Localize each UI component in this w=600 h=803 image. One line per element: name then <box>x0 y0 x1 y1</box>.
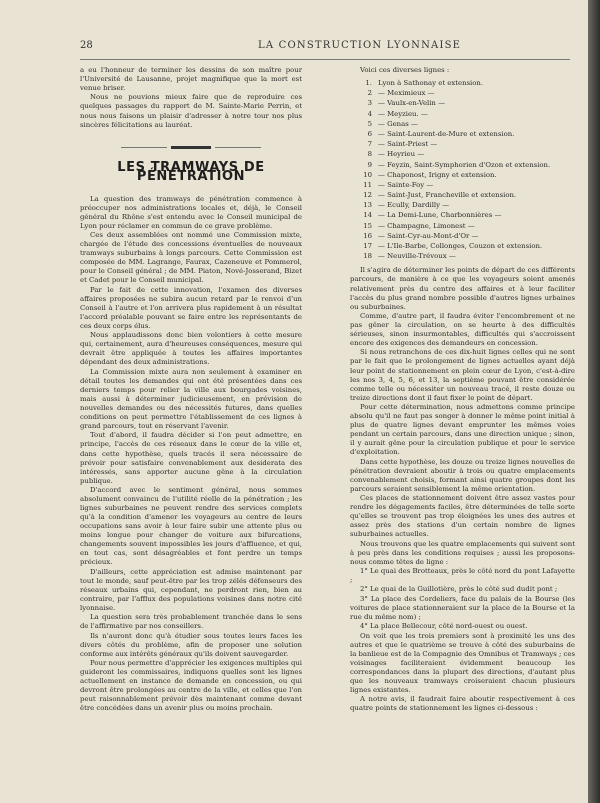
location-item: 4° La place Bellecour, côté nord-ouest ou ouest. <box>360 622 528 631</box>
line-number: 10 <box>363 170 372 179</box>
article-title: LES TRAMWAYS DE PÉNÉTRATION <box>117 159 265 184</box>
location-item: 1° Le quai des Brotteaux, près le côté nord du pont Lafayette ; <box>350 567 575 585</box>
line-destination: — Saint-Laurent-de-Mure et extension. <box>378 129 515 138</box>
list-item <box>350 222 575 232</box>
list-intro: Voici ces diverses lignes : <box>360 66 450 74</box>
line-number: 16 <box>363 231 372 240</box>
line-number: 9 <box>367 160 372 169</box>
line-number: 3 <box>367 99 372 108</box>
line-destination: — Feyzin, Saint-Symphorien d'Ozon et extension. <box>378 160 551 169</box>
line-number: 13 <box>363 201 372 210</box>
article-paragraph: La question des tramways de pénétration commence à préoccuper nos administrations locales et, déjà, le Conseil général du Rhône s'est entendu avec le Conseil municipal de Lyon pour réclamer en commun de ce grave problème. <box>80 194 302 230</box>
article-paragraph: Pour nous permettre d'apprécier les exigences multiples qui guideront les commissaires, indiquons quelles sont les lignes actuellement en instance de demande en concession, ou qui devront être prolongées au centre de la ville, et celles que l'on peut raisonnablement prévoir dès maintenant comme devant être concédées dans un avenir plus ou moins prochain. <box>80 659 302 713</box>
right-column <box>350 66 575 714</box>
left-column <box>80 66 302 714</box>
line-destination: — Chaponost, Irigny et extension. <box>378 170 497 179</box>
list-item <box>350 89 575 99</box>
list-item <box>350 232 575 242</box>
location-item: 2° Le quai de la Guillotière, près le côté sud dudit pont ; <box>360 585 558 594</box>
article-paragraph: Par le fait de cette innovation, l'examen des diverses affaires proposées ne subira aucun retard par le renvoi d'un Conseil à l'autre et l'on arrivera plus rapidement à un résultat l'accord préalable pouvant se faire entre les représentants de ces deux corps élus. <box>80 285 302 330</box>
line-destination: — Meximieux — <box>378 89 435 98</box>
page-number: 28 <box>80 40 93 51</box>
line-destination: — Meyzieu. — <box>378 109 428 118</box>
line-destination: — Saint-Just, Francheville et extension. <box>378 191 517 200</box>
line-number: 2 <box>367 89 372 98</box>
line-number: 17 <box>363 242 372 251</box>
line-number: 12 <box>363 191 372 200</box>
list-item <box>350 191 575 201</box>
article-paragraph: Comme, d'autre part, il faudra éviter l'encombrement et ne pas gêner la circulation, on se heurte à des difficultés sérieuses, sinon insurmontables, difficultés qui s'accroissent encore des exigences des demandeurs en concession. <box>350 311 575 348</box>
article-paragraph: Dans cette hypothèse, les douze ou treize lignes nouvelles de pénétration devraient aboutir à trois ou quatre emplacements convenablement choisis, formant ainsi quatre groupes dont les parcours seraient sensiblement la même orientation. <box>350 457 575 493</box>
list-item <box>350 140 575 150</box>
article-paragraph: Ils n'auront donc qu'à étudier sous toutes leurs faces les divers côtés du problème, afin de proposer une solution conforme aux intérêts généraux qu'ils doivent sauvegarder. <box>80 631 302 658</box>
article-paragraph: La question sera très probablement tranchée dans le sens de l'affirmative par nos conseillers. <box>80 613 302 631</box>
article-paragraph: Il s'agira de déterminer les points de départ de ces différents parcours, de manière à ce que les voyageurs soient amenés relativement près du centre des affaires et à leur faciliter l'accès du plus grand nombre possible d'autres lignes urbaines ou suburbaines. <box>350 266 575 311</box>
line-number: 18 <box>363 252 372 261</box>
article-paragraph: D'ailleurs, cette appréciation est admise maintenant par tout le monde, sauf peut-être par les trop zélés défenseurs des réseaux urbains qui, cependant, ne perdront rien, bien au contraire, par l'afflux des populations voisines dans notre cité lyonnaise. <box>80 567 302 612</box>
article-paragraph: A notre avis, il faudrait faire aboutir respectivement à ces quatre points de stationnement les lignes ci-dessous : <box>350 695 575 713</box>
article-paragraph: Nous applaudissons donc bien volontiers à cette mesure qui, certainement, aura d'heureuses conséquences, mesure qui devrait être appliquée à toutes les affaires importantes dépendant des deux administrations. <box>80 331 302 367</box>
list-item <box>350 211 575 221</box>
list-item <box>350 242 575 252</box>
header-rule <box>80 59 570 60</box>
line-destination: — Heyrieu — <box>378 150 425 159</box>
article-paragraph: D'accord avec le sentiment général, nous sommes absolument convaincu de l'utilité réelle de la pénétration ; les lignes suburbaines ne peuvent rendre des services complets qu'à la condition d'amener les voyageurs au centre de leurs occupations sans avoir à leur faire subir une attente plus ou moins longue pour changer de voiture aux bifurcations, changements souvent impossibles les jours d'affluence, et qui, en tout cas, sont désagréables et font perdre un temps précieux. <box>80 486 302 567</box>
list-item <box>350 110 575 120</box>
line-destination: — Saint-Cyr-au-Mont-d'Or — <box>378 231 479 240</box>
list-item <box>350 130 575 140</box>
list-item <box>350 79 575 89</box>
page-header <box>80 40 570 54</box>
list-item <box>350 120 575 130</box>
intro-paragraph-2: Nous ne pouvions mieux faire que de reproduire ces quelques passages du rapport de M. Sainte-Marie Perrin, et nous nous faisons un plaisir d'adresser à notre tour nos plus sincères félicitations au lauréat. <box>80 93 302 129</box>
line-destination: Lyon à Sathonay et extension. <box>378 79 484 88</box>
line-number: 11 <box>363 180 372 189</box>
line-number: 15 <box>363 221 372 230</box>
line-destination: — Saint-Priest — <box>378 140 438 149</box>
list-item <box>350 181 575 191</box>
line-number: 8 <box>367 150 372 159</box>
article-paragraph: Ces deux assemblées ont nommé une Commission mixte, chargée de l'étude des concessions éventuelles de nouveaux tramways suburbains à longs parcours. Cette Commission est composée de MM. Lagrange, Faurax, Cazeneuve et Pommerol, pour le Conseil général ; de MM. Piaton, Nové-Josserand, Bizet et Cadet pour le Conseil municipal. <box>80 231 302 285</box>
journal-title: LA CONSTRUCTION LYONNAISE <box>258 40 462 51</box>
location-item: 3° La place des Cordeliers, face du palais de la Bourse (les voitures de place stationneraient sur la place de la Bourse et la rue du même nom) ; <box>350 594 575 621</box>
line-number: 4 <box>367 109 372 118</box>
line-number: 6 <box>367 129 372 138</box>
article-paragraph: On voit que les trois premiers sont à proximité les uns des autres et que le quatrième se trouve à côté des suburbains de la banlieue est de la Compagnie des Omnibus et Tramways ; ces voisinages faciliteraient évidemment beaucoup les correspondances dans la plupart des directions, d'autant plus que les nouveaux tramways croiseraient chacun plusieurs lignes existantes. <box>350 631 575 694</box>
list-item <box>350 171 575 181</box>
article-paragraph: Tout d'abord, il faudra décider si l'on peut admettre, en principe, l'accès de ces réseaux dans le cœur de la ville et, dans cette hypothèse, quels tracés il sera nécessaire de prévoir pour satisfaire convenablement aux desiderata des intéressés, sans apporter aucune gêne à la circulation publique. <box>80 431 302 485</box>
line-destination: — Sainte-Foy — <box>378 180 434 189</box>
article-paragraph: Ces places de stationnement doivent être assez vastes pour rendre les dégagements faciles, être déterminées de telle sorte qu'elles se trouvent pas trop éloignées les unes des autres et assez près des stations d'un certain nombre de lignes suburbaines actuelles. <box>350 494 575 539</box>
line-number: 1. <box>365 79 372 88</box>
line-number: 5 <box>367 119 372 128</box>
list-item <box>350 150 575 160</box>
line-destination: — L'Ile-Barbe, Collonges, Couzon et extension. <box>378 242 543 251</box>
line-number: 7 <box>367 140 372 149</box>
article-paragraph: Pour cette détermination, nous admettons comme principe absolu qu'il ne faut pas songer à donner le même point initial à plus de quatre lignes devant emprunter les mêmes voies pendant un certain parcours, dans une direction unique ; sinon, il y aurait gêne pour la circulation publique et pour le service d'exploitation. <box>350 403 575 457</box>
line-destination: — Vaulx-en-Velin — <box>378 99 445 108</box>
tram-lines-list <box>350 79 575 262</box>
line-destination: — Champagne, Limonest — <box>378 221 475 230</box>
list-item <box>350 161 575 171</box>
line-destination: — La Demi-Lune, Charbonnières — <box>378 211 502 220</box>
article-paragraph: Nous trouvons que les quatre emplacements qui suivent sont à peu près dans les conditions requises ; aussi les proposons-nous comme têtes de ligne : <box>350 539 575 566</box>
line-destination: — Ecully, Dardilly — <box>378 201 450 210</box>
list-item <box>350 201 575 211</box>
section-separator <box>171 146 211 149</box>
line-destination: — Genas — <box>378 119 418 128</box>
line-destination: — Neuville-Trévoux — <box>378 252 456 261</box>
line-number: 14 <box>363 211 372 220</box>
article-paragraph: La Commission mixte aura non seulement à examiner en détail toutes les demandes qui ont été présentées dans ces derniers temps pour relier la ville aux bourgades voisines, mais aussi à déterminer judicieusement, en prévision de nouvelles demandes ou des nécessités futures, dans quelles conditions on peut permettre l'établissement de ces lignes à grand parcours, tout en réservant l'avenir. <box>80 367 302 431</box>
book-binding-edge <box>588 0 600 803</box>
intro-paragraph-1: a eu l'honneur de terminer les dessins de son maître pour l'Université de Lausanne, projet magnifique que la mort est venue briser. <box>80 66 302 93</box>
list-item <box>350 252 575 262</box>
article-paragraph: Si nous retranchons de ces dix-huit lignes celles qui ne sont par le fait que le prolongement de lignes actuelles ayant déjà leur point de stationnement en plein cœur de Lyon, c'est-à-dire les nos 3, 4, 5, 6, et 13, la septième pouvant être considérée comme telle ou nécessiter un nouveau tracé, il reste douze ou treize directions dont il faut fixer le point de départ. <box>350 348 575 402</box>
list-item <box>350 99 575 109</box>
